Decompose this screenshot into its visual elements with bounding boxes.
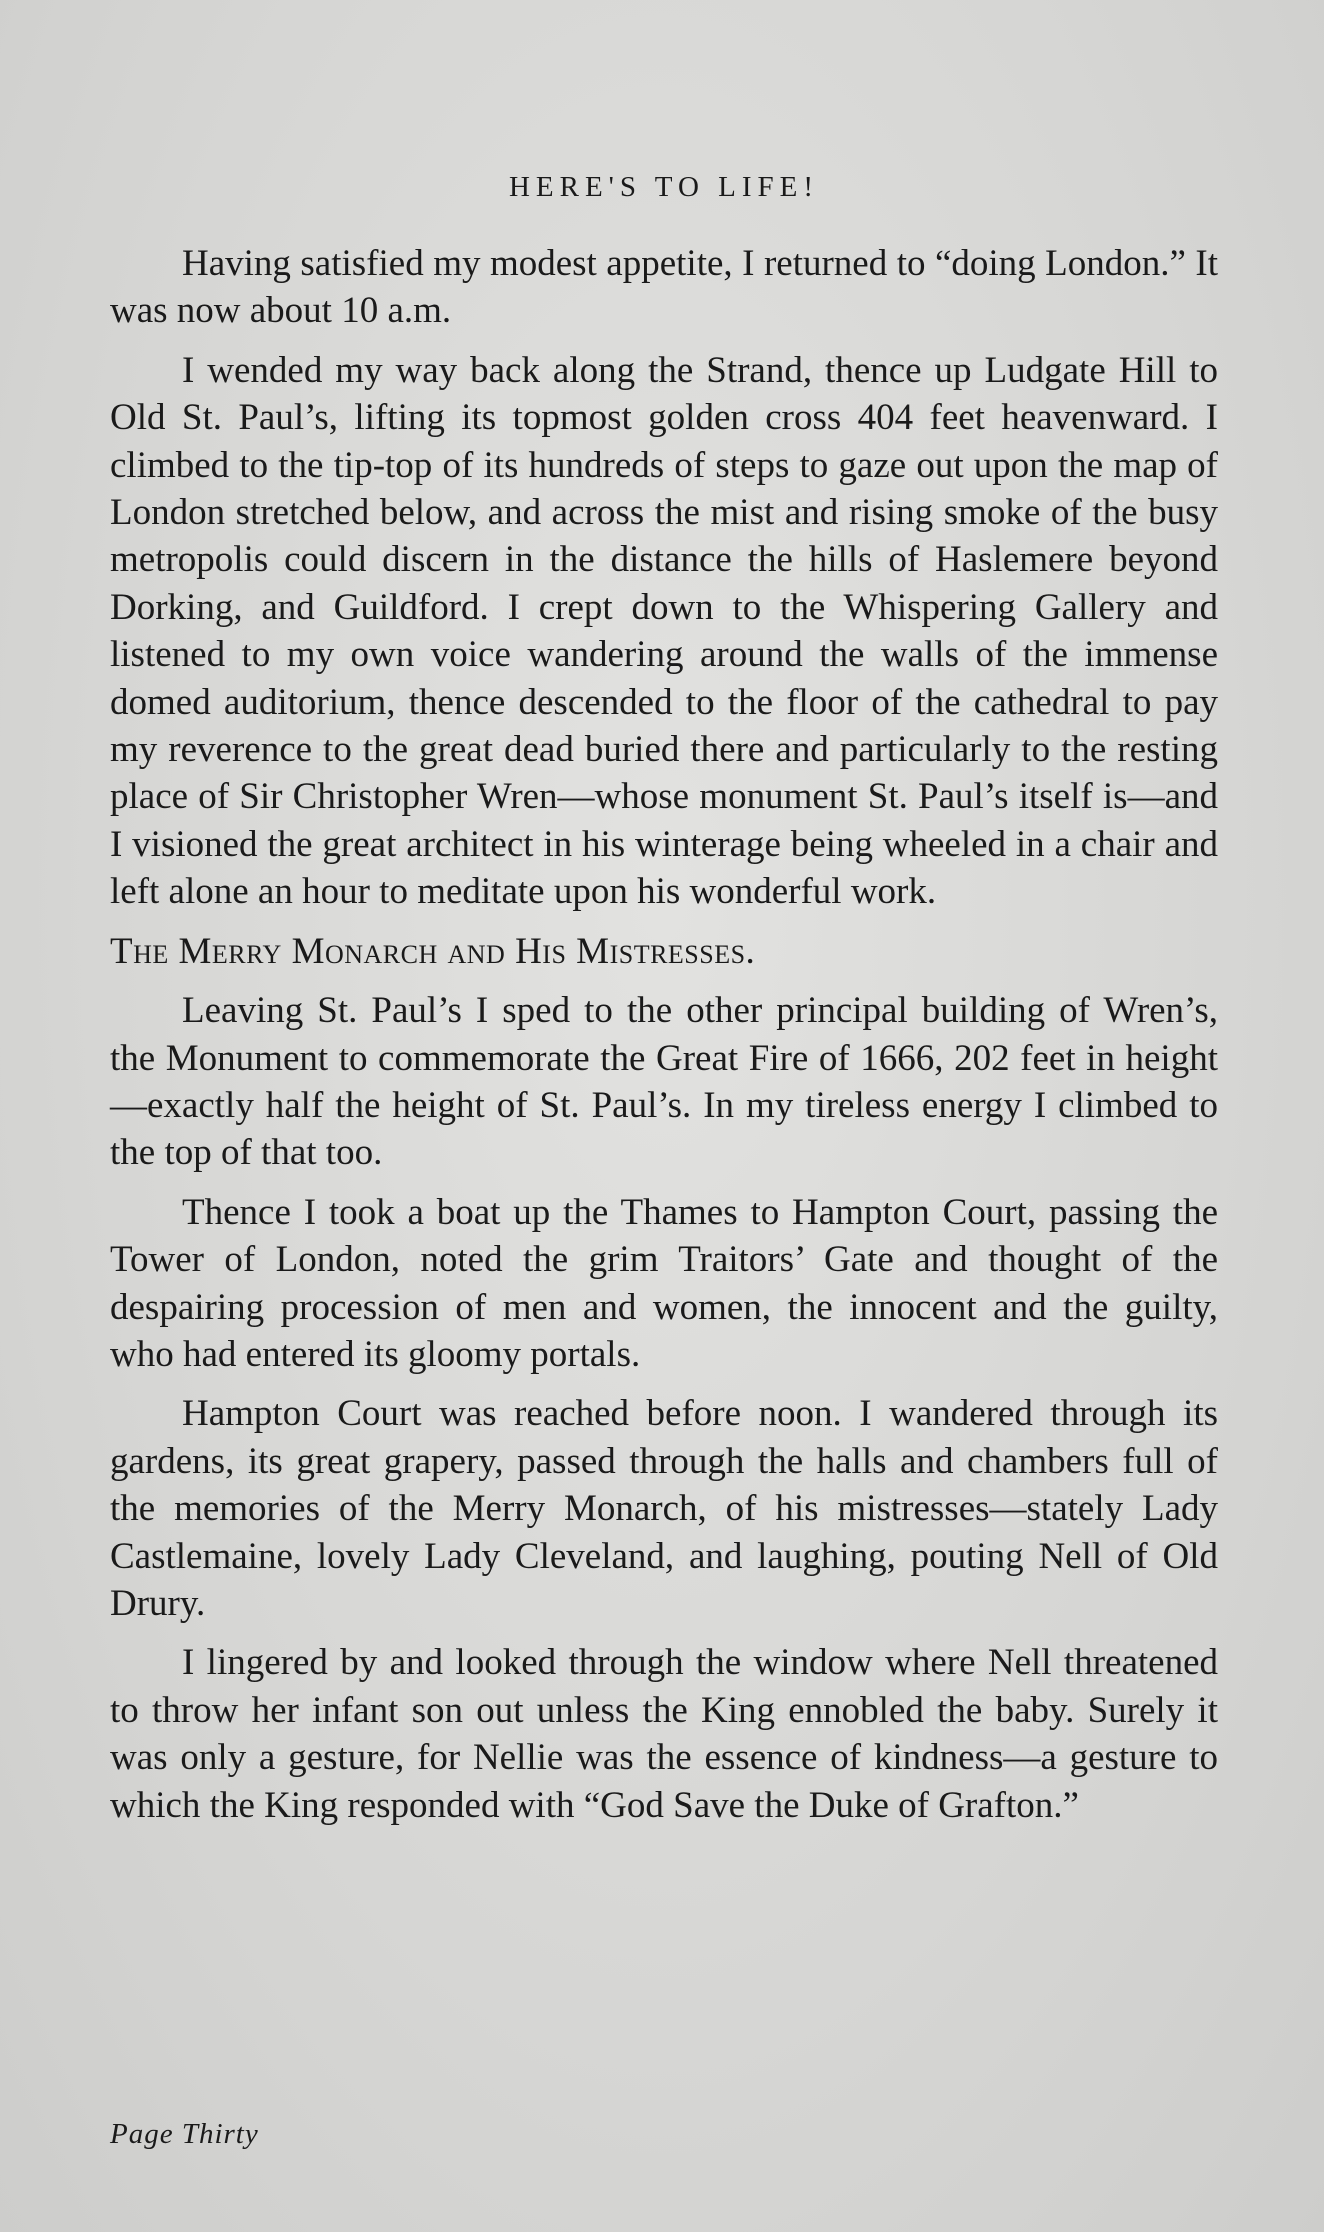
paragraph-5: Hampton Court was reached before noon. I wandered through its gardens, its great grapery, passed through the halls and chambers full of the memories of the Merry Monarch, of his mistresses—stately Lady Castlemaine, lovely Lady Cleveland, and laughing, pouting Nell of Old Drury. [110,1393,1218,1624]
page-number: Page Thirty [110,2118,259,2150]
running-head: HERE'S TO LIFE! [508,171,820,203]
paragraph-6: I lingered by and looked through the window where Nell threatened to throw her infant son out unless the King ennobled the baby. Surely it was only a gesture, for Nellie was the essence of kindness—a gesture to which the King responded with “God Save the Duke of Grafton.” [110,1642,1218,1826]
section-heading: The Merry Monarch and His Mistresses. [110,930,756,972]
paragraph-2: I wended my way back along the Strand, thence up Ludgate Hill to Old St. Paul’s, lifting its topmost golden cross 404 feet heavenward. I climbed to the tip-top of its hundreds of steps to gaze out upon the map of London stretched below, and across the mist and rising smoke of the busy metropolis could discern in the distance the hills of Haslemere beyond Dorking, and Guildford. I crept down to the Whispering Gallery and listened to my own voice wandering around the walls of the immense domed auditorium, thence descended to the floor of the cathedral to pay my reverence to the great dead buried there and particularly to the resting place of Sir Christopher Wren—whose monument St. Paul’s itself is—and I visioned the great architect in his winterage being wheeled in a chair and left alone an hour to meditate upon his wonderful work. [110,349,1218,913]
page-body [110,170,1218,1841]
paragraph-4: Thence I took a boat up the Thames to Hampton Court, passing the Tower of London, noted the grim Traitors’ Gate and thought of the despairing procession of men and women, the innocent and the guilty, who had entered its gloomy portals. [110,1191,1218,1375]
paragraph-3: Leaving St. Paul’s I sped to the other principal building of Wren’s, the Monument to commemorate the Great Fire of 1666, 202 feet in height—exactly half the height of St. Paul’s. In my tireless energy I climbed to the top of that too. [110,990,1218,1174]
paragraph-1: Having satisfied my modest appetite, I returned to “doing London.” It was now about 10 a.m. [110,243,1218,332]
